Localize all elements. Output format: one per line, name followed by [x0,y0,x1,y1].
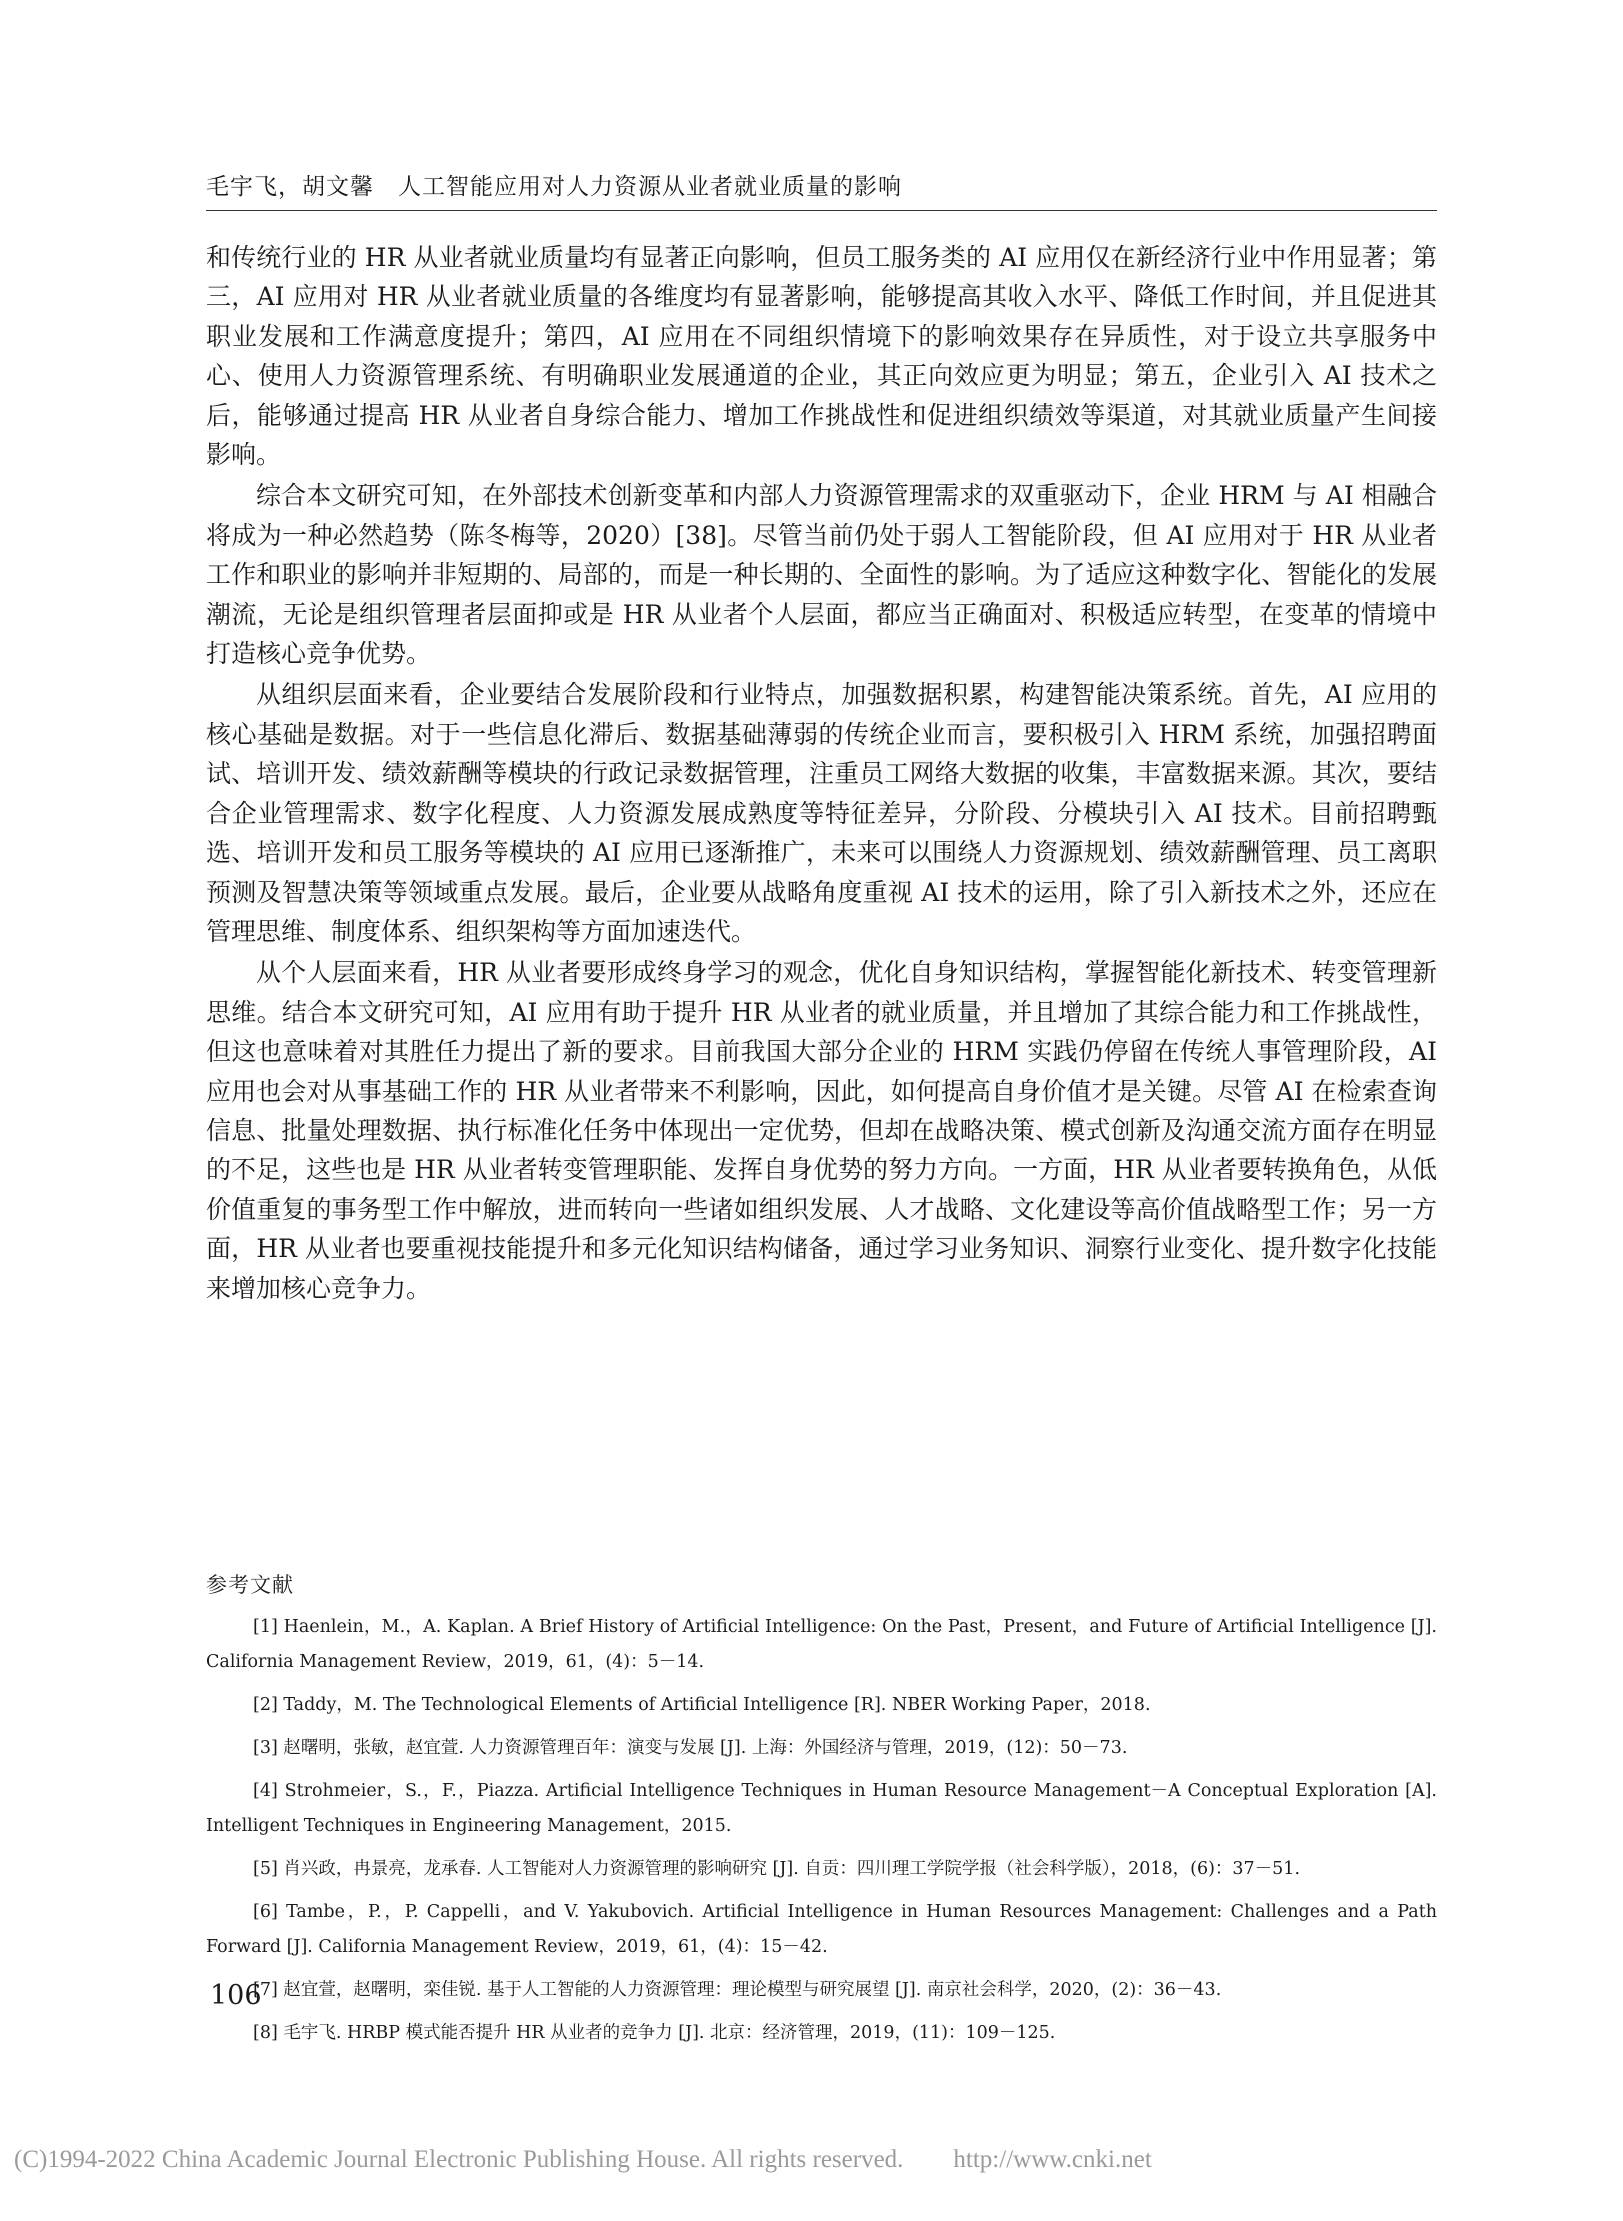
reference-item: [7] 赵宜萱，赵曙明，栾佳锐. 基于人工智能的人力资源管理：理论模型与研究展望 [J]. 南京社会科学，2020，(2)：36－43. [253,1980,1222,2000]
reference-item: [6] Tambe，P.，P. Cappelli，and V. Yakubovich. Artificial Intelligence in Human Resources Management: Challenges and a Path Forward [J]. California Management Review，2019，61，(4)：15－42. [206,1902,1437,1957]
reference-item: [4] Strohmeier，S.，F.，Piazza. Artificial Intelligence Techniques in Human Resource Management－A Conceptual Exploration [A]. Intelligent Techniques in Engineering Management，2015. [206,1781,1437,1836]
reference-item: [1] Haenlein，M.，A. Kaplan. A Brief History of Artificial Intelligence: On the Past，Present，and Future of Artificial Intelligence [J]. California Management Review，2019，61，(4)：5－14. [206,1617,1437,1672]
body-paragraph-3: 从组织层面来看，企业要结合发展阶段和行业特点，加强数据积累，构建智能决策系统。首先，AI 应用的核心基础是数据。对于一些信息化滞后、数据基础薄弱的传统企业而言，要积极引入 HRM 系统，加强招聘面试、培训开发、绩效薪酬等模块的行政记录数据管理，注重员工网络大数据的收集，丰富数据来源。其次，要结合企业管理需求、数字化程度、人力资源发展成熟度等特征差异，分阶段、分模块引入 AI 技术。目前招聘甄选、培训开发和员工服务等模块的 AI 应用已逐渐推广，未来可以围绕人力资源规划、绩效薪酬管理、员工离职预测及智慧决策等领域重点发展。最后，企业要从战略角度重视 AI 技术的运用，除了引入新技术之外，还应在管理思维、制度体系、组织架构等方面加速迭代。 [206,680,1437,946]
body-paragraph-2: 综合本文研究可知，在外部技术创新变革和内部人力资源管理需求的双重驱动下，企业 HRM 与 AI 相融合将成为一种必然趋势（陈冬梅等，2020）[38]。尽管当前仍处于弱人工智能阶段，但 AI 应用对于 HR 从业者工作和职业的影响并非短期的、局部的，而是一种长期的、全面性的影响。为了适应这种数字化、智能化的发展潮流，无论是组织管理者层面抑或是 HR 从业者个人层面，都应当正确面对、积极适应转型，在变革的情境中打造核心竞争优势。 [206,481,1437,669]
reference-item: [3] 赵曙明，张敏，赵宜萱. 人力资源管理百年：演变与发展 [J]. 上海：外国经济与管理，2019，(12)：50－73. [253,1738,1128,1758]
header-divider [206,210,1437,211]
reference-item: [2] Taddy，M. The Technological Elements of Artificial Intelligence [R]. NBER Working Paper，2018. [253,1695,1151,1715]
reference-item: [5] 肖兴政，冉景亮，龙承春. 人工智能对人力资源管理的影响研究 [J]. 自贡：四川理工学院学报（社会科学版），2018，(6)：37－51. [253,1859,1301,1879]
running-head: 毛宇飞，胡文馨 人工智能应用对人力资源从业者就业质量的影响 [206,174,902,200]
references-list [206,1610,1437,2059]
page-number: 106 [210,1980,262,2011]
reference-item: [8] 毛宇飞. HRBP 模式能否提升 HR 从业者的竞争力 [J]. 北京：经济管理，2019，(11)：109－125. [253,2023,1056,2043]
references-heading: 参考文献 [206,1573,294,1597]
body-paragraph-1: 和传统行业的 HR 从业者就业质量均有显著正向影响，但员工服务类的 AI 应用仅在新经济行业中作用显著；第三，AI 应用对 HR 从业者就业质量的各维度均有显著影响，能够提高其收入水平、降低工作时间，并且促进其职业发展和工作满意度提升；第四，AI 应用在不同组织情境下的影响效果存在异质性，对于设立共享服务中心、使用人力资源管理系统、有明确职业发展通道的企业，其正向效应更为明显；第五，企业引入 AI 技术之后，能够通过提高 HR 从业者自身综合能力、增加工作挑战性和促进组织绩效等渠道，对其就业质量产生间接影响。 [206,243,1437,470]
article-body [206,238,1437,1310]
body-paragraph-4: 从个人层面来看，HR 从业者要形成终身学习的观念，优化自身知识结构，掌握智能化新技术、转变管理新思维。结合本文研究可知，AI 应用有助于提升 HR 从业者的就业质量，并且增加了其综合能力和工作挑战性，但这也意味着对其胜任力提出了新的要求。目前我国大部分企业的 HRM 实践仍停留在传统人事管理阶段，AI 应用也会对从事基础工作的 HR 从业者带来不利影响，因此，如何提高自身价值才是关键。尽管 AI 在检索查询信息、批量处理数据、执行标准化任务中体现出一定优势，但却在战略决策、模式创新及沟通交流方面存在明显的不足，这些也是 HR 从业者转变管理职能、发挥自身优势的努力方向。一方面，HR 从业者要转换角色，从低价值重复的事务型工作中解放，进而转向一些诸如组织发展、人才战略、文化建设等高价值战略型工作；另一方面，HR 从业者也要重视技能提升和多元化知识结构储备，通过学习业务知识、洞察行业变化、提升数字化技能来增加核心竞争力。 [206,958,1437,1303]
copyright-footer: (C)1994-2022 China Academic Journal Electronic Publishing House. All rights reserved. http://www.cnki.net [14,2146,1152,2173]
